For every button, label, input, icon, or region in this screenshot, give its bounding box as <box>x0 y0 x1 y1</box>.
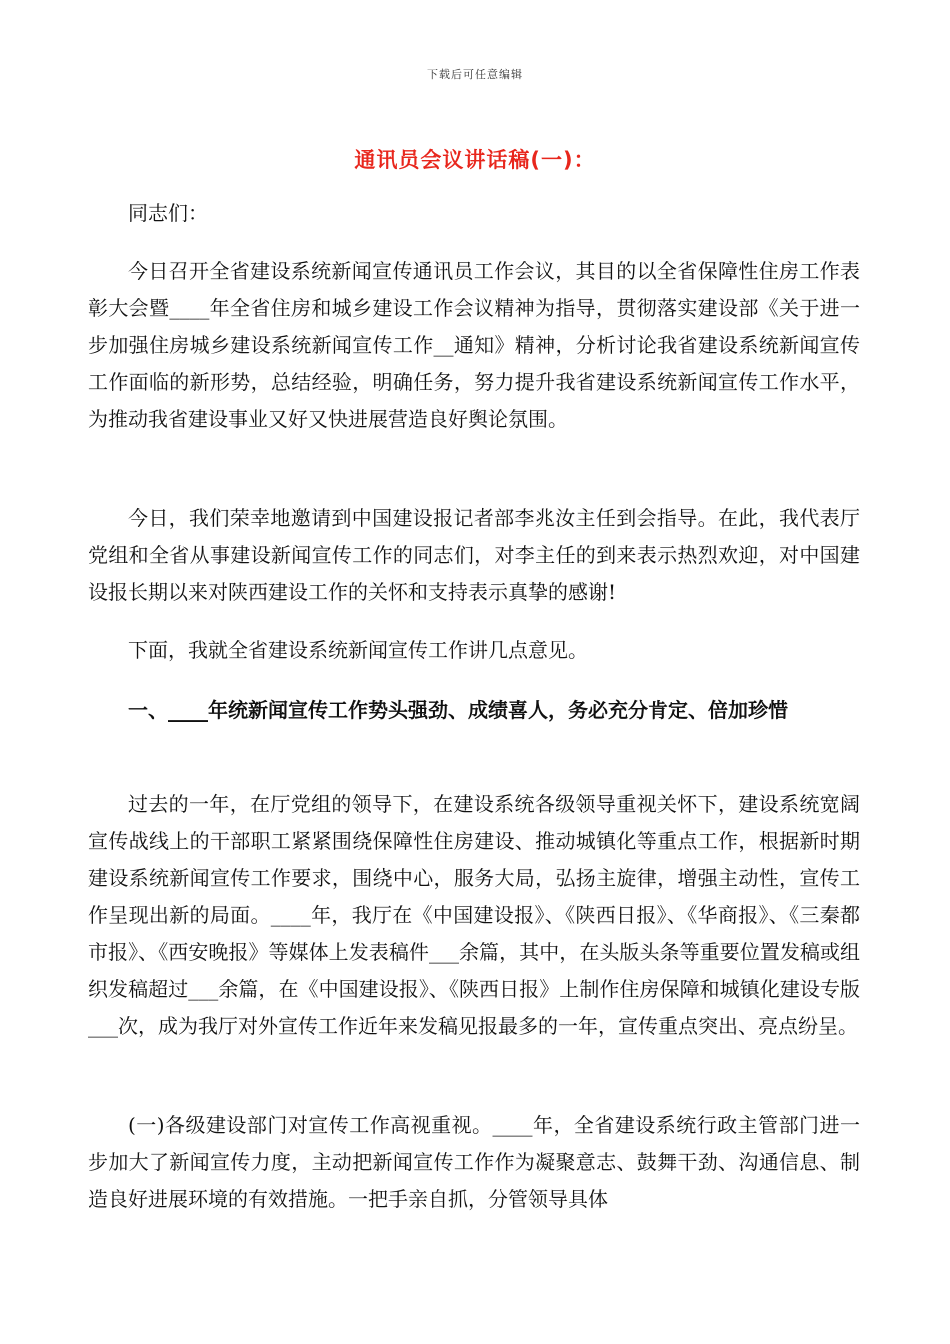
intro-paragraph-1-block <box>88 253 860 438</box>
intro-paragraph: 今日，我们荣幸地邀请到中国建设报记者部李兆汝主任到会指导。在此，我代表厅党组和全省从事建设新闻宣传工作的同志们，对李主任的到来表示热烈欢迎，对中国建设报长期以来对陕西建设工作的关怀和支持表示真挚的感谢! <box>88 506 860 604</box>
header-note: 下载后可任意编辑 <box>427 68 523 81</box>
salutation: 同志们： <box>128 201 208 225</box>
intro-paragraph-2-block <box>88 500 860 611</box>
intro-paragraph: 下面，我就全省建设系统新闻宣传工作讲几点意见。 <box>128 638 588 662</box>
document-body <box>88 195 860 232</box>
section-paragraph: 过去的一年，在厅党组的领导下，在建设系统各级领导重视关怀下，建设系统宽阔宣传战线上的干部职工紧紧围绕保障性住房建设、推动城镇化等重点工作，根据新时期建设系统新闻宣传工作要求，围绕中心，服务大局，弘扬主旋律，增强主动性，宣传工作呈现出新的局面。____年，我厅在《中国建设报》、《陕西日报》、《华商报》、《三秦都市报》、《西安晚报》等媒体上发表稿件___余篇，其中，在头版头条等重要位置发稿或组织发稿超过___余篇，在《中国建设报》、《陕西日报》上制作住房保障和城镇化建设专版___次，成为我厅对外宣传工作近年来发稿见报最多的一年，宣传重点突出、亮点纷呈。 <box>88 792 860 1038</box>
document-title: 通讯员会议讲话稿(一)： <box>354 148 596 172</box>
section-paragraph: (一)各级建设部门对宣传工作高视重视。____年，全省建设系统行政主管部门进一步加大了新闻宣传力度，主动把新闻宣传工作作为凝聚意志、鼓舞干劲、沟通信息、制造良好进展环境的有效措施。一把手亲自抓，分管领导具体 <box>88 1113 860 1211</box>
intro-paragraph-3-block <box>88 632 860 669</box>
section-1-paragraph-2-block <box>88 1107 860 1218</box>
section-1-heading-block <box>88 692 860 729</box>
section-heading: 一、____年统新闻宣传工作势头强劲、成绩喜人，务必充分肯定、倍加珍惜 <box>128 698 788 722</box>
section-1-paragraph-1-block <box>88 786 860 1045</box>
intro-paragraph: 今日召开全省建设系统新闻宣传通讯员工作会议，其目的以全省保障性住房工作表彰大会暨____年全省住房和城乡建设工作会议精神为指导，贯彻落实建设部《关于进一步加强住房城乡建设系统新闻宣传工作__通知》精神，分析讨论我省建设系统新闻宣传工作面临的新形势，总结经验，明确任务，努力提升我省建设系统新闻宣传工作水平，为推动我省建设事业又好又快进展营造良好舆论氛围。 <box>88 259 860 431</box>
